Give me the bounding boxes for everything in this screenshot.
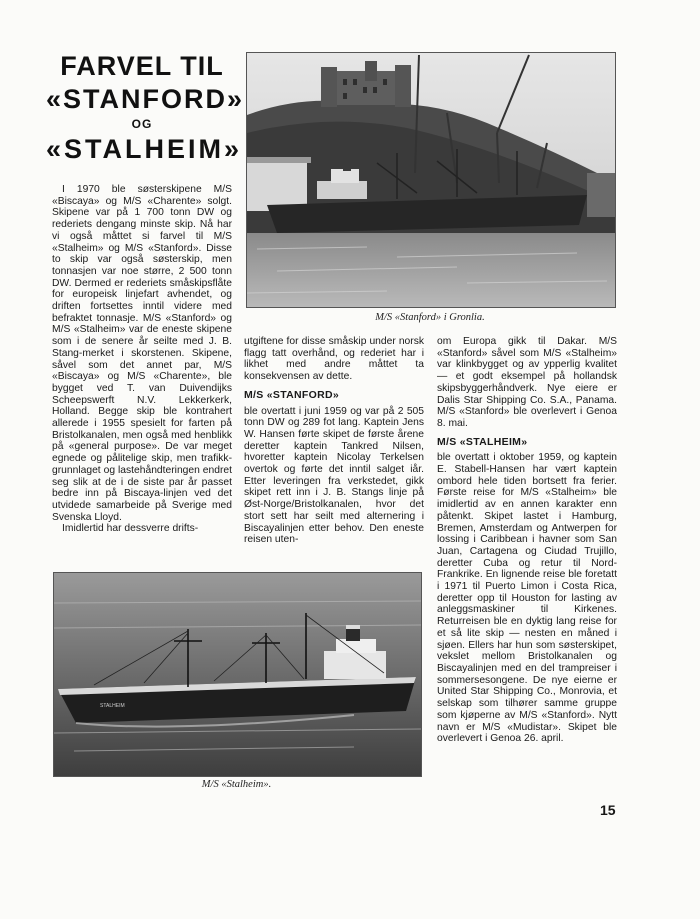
section-heading-stanford: M/S «STANFORD» (244, 388, 340, 401)
paragraph: ble overtatt i oktober 1959, og kaptein E. Stabell-Hansen har vært kaptein ombord hele tiden bortsett fra ferier. Første reise for M/S «Stalheim» ble imidlertid av en annen karakter enn påtenkt. Skipet lastet i Hamburg, Bremen, Amsterdam og Antwerpen for lossing i Caribbean i havner som San Juan, Cartagena og Ciudad Trujillo, deretter Cuba og retur til Nord-Frankrike. En lignende reise ble foretatt i 1971 til Puerto Limon i Costa Rica, deretter opp til Houston for lasting av anleggsmaskiner til Kirkenes. Returreisen ble en dyktig lang reise for et så lite skip — nesten en måned i sjøen. Ellers har hun som søsterskipet, vekslet mellom Bristolkanalen og Biscayalinjen med en del trampreiser i sommersesongene. De nye eierne er United Star Shipping Co., Monrovia, et selskap som tilhører samme gruppe som kjøperne av M/S «Stanford». Nytt navn er M/S «Mudistar». Skipet ble overlevert i Genoa 26. april. (437, 452, 617, 745)
paragraph: I 1970 ble søsterskipene M/S «Biscaya» og M/S «Charente» solgt. Skipene var på 1 700 tonn DW og rederiets dengang minste skip. Nå har vi også måttet si farvel til M/S «Stalheim» og M/S «Stanford». Disse to skip var også søsterskip, men tonnasjen var noe større, 2 500 tonn DW. Dermed er rederiets småskipsflåte for europeisk linjefart avhendet, og driften fortsettes inntil videre med befraktet tonnasje. M/S «Stanford» og M/S «Stalheim» var de eneste skipene som i de senere år seilte med J. B. Stang-merket i skorstenen. Skipene, såvel som det annet par, M/S «Biscaya» og M/S «Charente», ble bygget ved T. van Duivendijks Scheepswerft N.V. Lekkerkerk, Holland. Begge skip ble kontrahert allerede i 1955 spesielt for farten på Bristolkanalen, men også med henblikk på «general purpose». De var meget egnede og pålitelige skip, men trafikk-grunnlaget og lastehåndteringen endret seg slik at de i de siste par år passet bedre inn på Biscaya-linjen ved det utvidede samarbeide på Sverige med Svenska Lloyd. (52, 184, 232, 523)
paragraph: ble overtatt i juni 1959 og var på 2 505 tonn DW og 289 fot lang. Kaptein Jens W. Hansen førte skipet de første årene deretter kaptein Tankred Nilsen, hvoretter kaptein Nicolay Terkelsen overtok og førte det inntil salget iår. Etter leveringen fra verkstedet, gikk skipet rett inn i J. B. Stangs linje på Øst-Norge/Bristolkanalen, hvor det stort sett har seilt med alternering i Biscayalinjen etter behov. Den eneste reisen uten- (244, 405, 424, 546)
photo-stanford-image (247, 53, 615, 307)
paragraph: Imidlertid har dessverre drifts- (62, 523, 199, 535)
photo-stanford-caption: M/S «Stanford» i Gronlia. (375, 312, 485, 323)
text-column-1 (52, 184, 232, 535)
hull-name: STALHEIM (100, 703, 125, 709)
paragraph: om Europa gikk til Dakar. M/S «Stanford» såvel som M/S «Stalheim» var klinkbygget og av ypperlig kvalitet — et godt eksempel på hollandsk skipsbyggerhåndverk. Nye eiere er Dalis Star Shipping Co. S.A., Panama. M/S «Stanford» ble overlevert i Genoa 8. mai. (437, 336, 617, 429)
photo-stalheim (53, 572, 422, 777)
section-heading-stalheim: M/S «STALHEIM» (437, 435, 528, 448)
photo-stalheim-caption: M/S «Stalheim». (201, 779, 272, 790)
photo-stalheim-image (54, 573, 421, 776)
text-column-3 (437, 336, 617, 745)
page-number: 15 (600, 802, 616, 818)
article-title (46, 50, 245, 166)
title-line-1: FARVEL TIL (60, 51, 224, 81)
photo-stanford (246, 52, 616, 308)
text-column-2 (244, 336, 424, 546)
title-line-3: OG (131, 117, 153, 131)
title-line-2: «STANFORD» (46, 84, 245, 114)
title-line-4: «STALHEIM» (46, 134, 243, 164)
paragraph: utgiftene for disse småskip under norsk flagg tatt overhånd, og rederiet har i likhet med andre måttet ta konsekvensen av dette. (244, 336, 424, 383)
